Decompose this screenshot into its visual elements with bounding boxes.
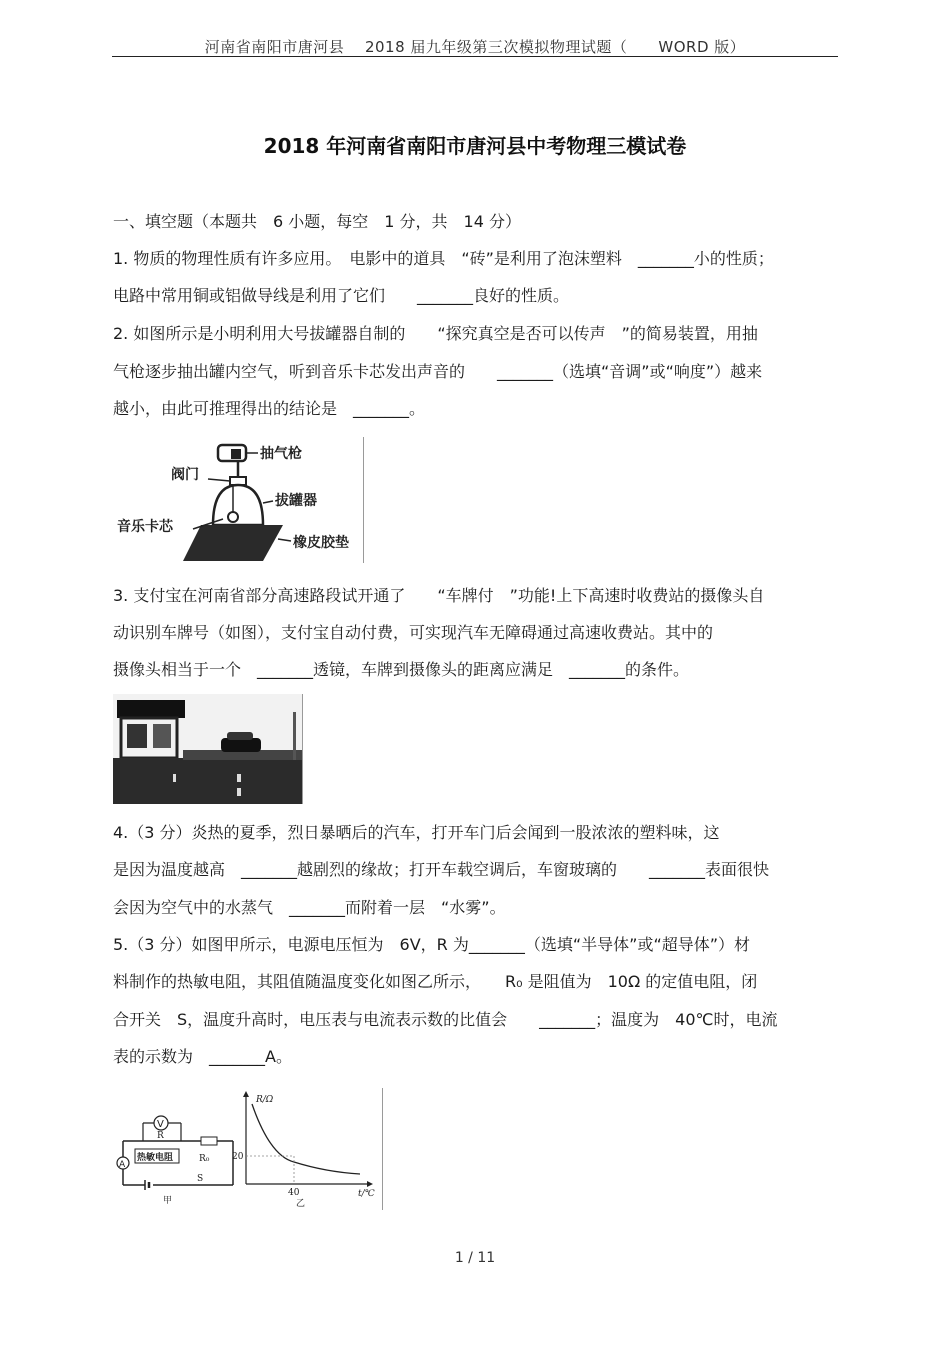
q5-figure-circuit xyxy=(113,1105,238,1205)
q3-figure-toll-camera-photo xyxy=(113,694,303,804)
graph-caption: 乙 xyxy=(296,1199,306,1209)
q5-line-1: 5.（3 分）如图甲所示，电源电压恒为 6V，R 为_______（选填“半导体”或“超导体”）材 xyxy=(113,935,751,954)
switch-label: S xyxy=(197,1174,204,1184)
circuit-caption: 甲 xyxy=(163,1196,173,1205)
section-heading: 一、填空题（本题共 6 小题，每空 1 分，共 14 分） xyxy=(113,212,521,231)
header-divider xyxy=(112,56,838,57)
q3-line-3: 摄像头相当于一个 _______透镜，车牌到摄像头的距离应满足 _______的条件。 xyxy=(113,660,690,679)
label-valve: 阀门 xyxy=(171,467,199,483)
q1-line-1: 1. 物质的物理性质有许多应用。 电影中的道具 “砖”是利用了泡沫塑料 _______小的性质； xyxy=(113,249,774,268)
q4-line-3: 会因为空气中的水蒸气 _______而附着一层 “水雾”。 xyxy=(113,898,506,917)
q5-line-4: 表的示数为 _______A。 xyxy=(113,1047,292,1066)
voltmeter-label: V xyxy=(157,1119,164,1130)
label-rubber-pad: 橡皮胶垫 xyxy=(293,535,349,551)
r-label: R xyxy=(157,1131,164,1141)
q2-line-2: 气枪逐步抽出罐内空气，听到音乐卡芯发出声音的 _______（选填“音调”或“响度”）越来 xyxy=(113,362,763,381)
q3-line-2: 动识别车牌号（如图），支付宝自动付费，可实现汽车无障碍通过高速收费站。其中的 xyxy=(113,623,714,642)
q5-line-3: 合开关 S，温度升高时，电压表与电流表示数的比值会 _______；温度为 40℃时，电流 xyxy=(113,1010,778,1029)
q5-line-2: 料制作的热敏电阻，其阻值随温度变化如图乙所示， R₀ 是阻值为 10Ω 的定值电阻，闭 xyxy=(113,972,758,991)
ammeter-label: A xyxy=(119,1160,126,1170)
graph-y-tick: 20 xyxy=(232,1152,244,1162)
page-number: 1 / 11 xyxy=(454,1250,496,1266)
exam-title: 2018 年河南省南阳市唐河县中考物理三模试卷 xyxy=(263,134,687,158)
q5-figure-resistance-graph xyxy=(230,1088,383,1210)
r0-label: R₀ xyxy=(199,1154,210,1164)
label-music-chip: 音乐卡芯 xyxy=(117,519,173,535)
q4-line-1: 4.（3 分）炎热的夏季，烈日暴晒后的汽车，打开车门后会闻到一股浓浓的塑料味，这 xyxy=(113,823,720,842)
running-header: 河南省南阳市唐河县 2018 届九年级第三次模拟物理试题（ WORD 版） xyxy=(204,38,746,56)
q2-line-3: 越小，由此可推理得出的结论是 _______。 xyxy=(113,399,426,418)
label-pump-gun: 抽气枪 xyxy=(260,446,302,462)
thermistor-label: 热敏电阻 xyxy=(137,1153,174,1163)
q3-line-1: 3. 支付宝在河南省部分高速路段试开通了 “车牌付 ”功能!上下高速时收费站的摄像头自 xyxy=(113,586,765,605)
q4-line-2: 是因为温度越高 _______越剧烈的缘故；打开车载空调后，车窗玻璃的 _______表面很快 xyxy=(113,860,770,879)
graph-ylabel: R/Ω xyxy=(256,1095,274,1105)
graph-xlabel: t/℃ xyxy=(358,1189,375,1199)
label-cupping-device: 拔罐器 xyxy=(275,493,317,509)
q2-figure-vacuum-device xyxy=(113,437,364,563)
q1-line-2: 电路中常用铜或铝做导线是利用了它们 _______良好的性质。 xyxy=(113,286,570,305)
graph-x-tick: 40 xyxy=(288,1188,300,1198)
q2-line-1: 2. 如图所示是小明利用大号拔罐器自制的 “探究真空是否可以传声 ”的简易装置，用抽 xyxy=(113,324,758,343)
